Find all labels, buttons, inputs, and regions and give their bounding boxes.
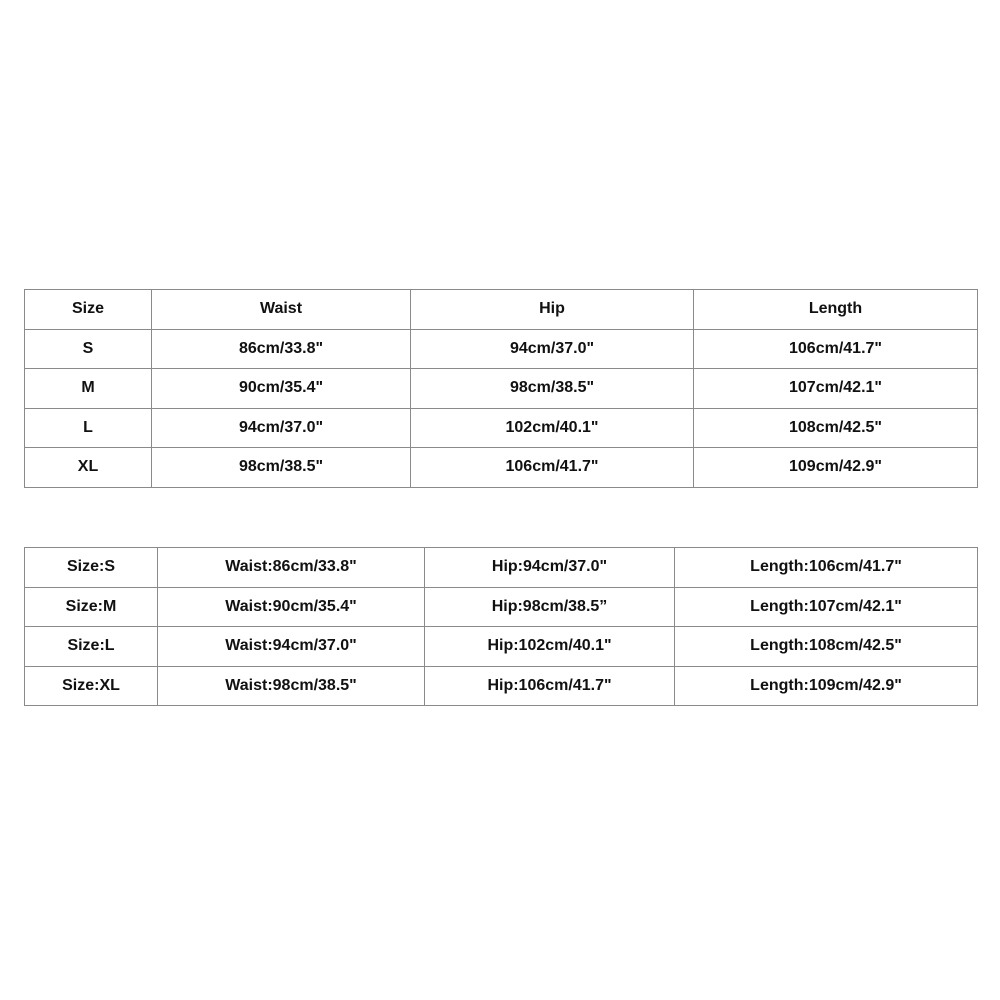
header-cell-length: Length xyxy=(694,290,978,330)
table-cell: M xyxy=(25,369,152,409)
table-cell: 102cm/40.1" xyxy=(411,408,694,448)
table-cell: 90cm/35.4" xyxy=(152,369,411,409)
table-row xyxy=(25,448,978,488)
table-row xyxy=(25,548,978,588)
table-cell: Waist:94cm/37.0" xyxy=(158,627,425,667)
table-cell: Hip:106cm/41.7" xyxy=(425,666,675,706)
size-chart-table xyxy=(24,289,978,488)
table-cell: Waist:90cm/35.4" xyxy=(158,587,425,627)
header-cell-waist: Waist xyxy=(152,290,411,330)
table-cell: 86cm/33.8" xyxy=(152,329,411,369)
header-cell-hip: Hip xyxy=(411,290,694,330)
table-cell: Length:109cm/42.9" xyxy=(675,666,978,706)
table-cell: 94cm/37.0" xyxy=(152,408,411,448)
table-row xyxy=(25,627,978,667)
table-cell: 98cm/38.5" xyxy=(411,369,694,409)
table-cell: 106cm/41.7" xyxy=(411,448,694,488)
table-cell: 106cm/41.7" xyxy=(694,329,978,369)
table-row xyxy=(25,587,978,627)
table-cell: XL xyxy=(25,448,152,488)
table-cell: Length:108cm/42.5" xyxy=(675,627,978,667)
table-row xyxy=(25,329,978,369)
table-header-row xyxy=(25,290,978,330)
table-row xyxy=(25,666,978,706)
table-row xyxy=(25,369,978,409)
table-cell: S xyxy=(25,329,152,369)
table-cell: Hip:94cm/37.0" xyxy=(425,548,675,588)
table-cell: Size:S xyxy=(25,548,158,588)
table-cell: Waist:98cm/38.5" xyxy=(158,666,425,706)
table-cell: Size:M xyxy=(25,587,158,627)
table-cell: Waist:86cm/33.8" xyxy=(158,548,425,588)
table-cell: Length:106cm/41.7" xyxy=(675,548,978,588)
table-cell: Size:L xyxy=(25,627,158,667)
table-cell: Hip:98cm/38.5” xyxy=(425,587,675,627)
table-cell: L xyxy=(25,408,152,448)
header-cell-size: Size xyxy=(25,290,152,330)
table-cell: Size:XL xyxy=(25,666,158,706)
table-cell: Length:107cm/42.1" xyxy=(675,587,978,627)
table-cell: 94cm/37.0" xyxy=(411,329,694,369)
table-cell: 108cm/42.5" xyxy=(694,408,978,448)
table-cell: 107cm/42.1" xyxy=(694,369,978,409)
table-row xyxy=(25,408,978,448)
table-cell: 98cm/38.5" xyxy=(152,448,411,488)
table-cell: 109cm/42.9" xyxy=(694,448,978,488)
table-cell: Hip:102cm/40.1" xyxy=(425,627,675,667)
size-summary-table xyxy=(24,547,978,706)
